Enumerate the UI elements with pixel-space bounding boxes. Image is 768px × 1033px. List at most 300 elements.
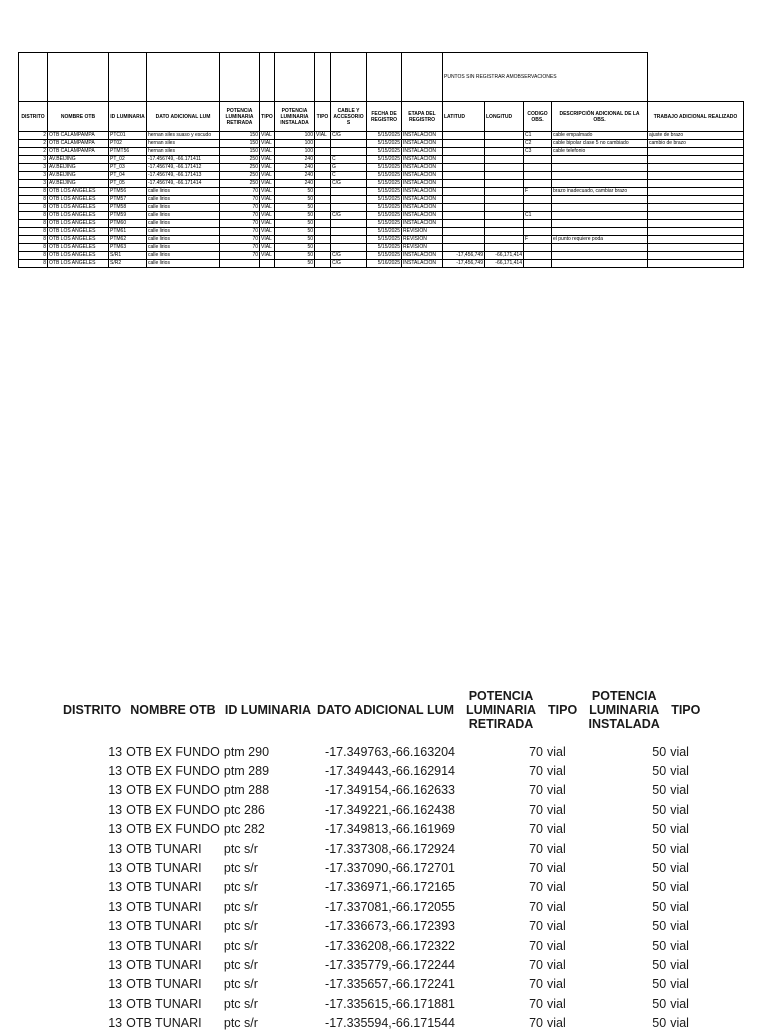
sheet-cell: VIAL: [260, 164, 275, 172]
sheet-cell: calle lirios: [147, 252, 220, 260]
sheet-cell: 8: [19, 236, 48, 244]
detail-cell: -17.349221,-66.162438: [325, 802, 456, 817]
sheet-cell: calle lirios: [147, 196, 220, 204]
sheet-cell: [485, 188, 524, 196]
sheet-cell: VIAL: [260, 212, 275, 220]
sheet-cell: PTM63: [109, 244, 147, 252]
sheet-cell: [648, 244, 744, 252]
sheet-cell: 5/15/2025: [367, 132, 402, 140]
sheet-cell: OTB LOS ANGELES: [48, 236, 109, 244]
sheet-cell: [485, 244, 524, 252]
sheet-header-cell: ID LUMINARIA: [109, 102, 147, 132]
detail-cell: vial: [670, 899, 689, 914]
detail-cell: 70: [529, 880, 544, 895]
sheet-cell: [648, 252, 744, 260]
sheet-cell: AV.BEIJING: [48, 164, 109, 172]
sheet-cell: calle lirios: [147, 244, 220, 252]
sheet-cell: PT_05: [109, 180, 147, 188]
sheet-cell: hernan siles: [147, 148, 220, 156]
sheet-cell: OTB LOS ANGELES: [48, 252, 109, 260]
sheet-cell: INSTALACION: [402, 196, 443, 204]
sheet-cell: OTB CALAMPAMPA: [48, 132, 109, 140]
detail-cell: 50: [652, 841, 667, 856]
sheet-cell: 250: [220, 156, 260, 164]
detail-row: [60, 858, 703, 877]
detail-cell: ptc s/r: [223, 977, 258, 992]
sheet-cell: [648, 204, 744, 212]
sheet-cell: [443, 132, 485, 140]
sheet-cell: 8: [19, 212, 48, 220]
detail-cell: -17.336208,-66.172322: [325, 938, 456, 953]
sheet-cell: VIAL: [260, 252, 275, 260]
sheet-cell: VIAL: [260, 220, 275, 228]
sheet-cell: 5/15/2025: [367, 236, 402, 244]
sheet-row: [19, 156, 744, 164]
sheet-cell: [331, 196, 367, 204]
detail-cell: 70: [529, 744, 544, 759]
sheet-column-headers: [19, 102, 744, 132]
detail-cell: 70: [529, 861, 544, 876]
sheet-cell: [260, 260, 275, 268]
detail-cell: 50: [652, 919, 667, 934]
sheet-row: [19, 220, 744, 228]
detail-cell: OTB EX FUNDO: [126, 764, 220, 779]
detail-cell: vial: [670, 802, 689, 817]
detail-cell: 70: [529, 938, 544, 953]
sheet-cell: [331, 228, 367, 236]
sheet-cell: OTB LOS ANGELES: [48, 188, 109, 196]
sheet-cell: [648, 236, 744, 244]
detail-cell: vial: [547, 861, 566, 876]
detail-cell: vial: [547, 880, 566, 895]
detail-cell: 70: [529, 764, 544, 779]
sheet-cell: PTM59: [109, 212, 147, 220]
sheet-cell: 70: [220, 220, 260, 228]
sheet-cell: [552, 260, 648, 268]
detail-cell: vial: [547, 977, 566, 992]
sheet-cell: C/G: [331, 212, 367, 220]
sheet-cell: [485, 156, 524, 164]
sheet-cell: [220, 260, 260, 268]
sheet-cell: VIAL: [260, 148, 275, 156]
sheet-cell: 70: [220, 212, 260, 220]
sheet-cell: REVISION: [402, 228, 443, 236]
sheet-cell: VIAL: [260, 172, 275, 180]
detail-cell: vial: [670, 957, 689, 972]
sheet-cell: 70: [220, 244, 260, 252]
sheet-row: [19, 180, 744, 188]
detail-cell: vial: [547, 802, 566, 817]
sheet-cell: [331, 140, 367, 148]
sheet-cell: [552, 164, 648, 172]
sheet-cell: [443, 156, 485, 164]
detail-cell: vial: [547, 764, 566, 779]
detail-cell: 70: [529, 977, 544, 992]
detail-cell: 50: [652, 861, 667, 876]
detail-cell: vial: [547, 783, 566, 798]
sheet-cell: 5/15/2025: [367, 164, 402, 172]
detail-cell: 50: [652, 996, 667, 1011]
sheet-cell: 250: [220, 164, 260, 172]
sheet-cell: cable bipolar clase 5 no cambiado: [552, 140, 648, 148]
sheet-cell: calle lirios: [147, 260, 220, 268]
detail-cell: 50: [652, 880, 667, 895]
detail-cell: OTB TUNARI: [126, 841, 202, 856]
sheet-cell: 70: [220, 228, 260, 236]
sheet-cell: [485, 196, 524, 204]
sheet-cell: 240: [275, 180, 315, 188]
sheet-cell: 150: [220, 148, 260, 156]
sheet-cell: 8: [19, 196, 48, 204]
sheet-cell: 5/15/2025: [367, 188, 402, 196]
sheet-cell: OTB LOS ANGELES: [48, 244, 109, 252]
sheet-cell: [552, 212, 648, 220]
detail-cell: 70: [529, 919, 544, 934]
sheet-row: [19, 132, 744, 140]
detail-cell: 50: [652, 744, 667, 759]
sheet-cell: OTB LOS ANGELES: [48, 220, 109, 228]
sheet-cell: calle lirios: [147, 188, 220, 196]
sheet-cell: 8: [19, 252, 48, 260]
sheet-cell: OTB CALAMPAMPA: [48, 140, 109, 148]
detail-cell: 70: [529, 957, 544, 972]
sheet-cell: hernan siles: [147, 140, 220, 148]
sheet-cell: [552, 228, 648, 236]
detail-cell: 13: [108, 977, 123, 992]
detail-cell: OTB TUNARI: [126, 957, 202, 972]
detail-cell: OTB EX FUNDO: [126, 822, 220, 837]
detail-cell: 50: [652, 977, 667, 992]
sheet-cell: [485, 140, 524, 148]
sheet-cell: PTM58: [109, 204, 147, 212]
sheet-cell: -17.456749, -66.171411: [147, 156, 220, 164]
detail-cell: vial: [547, 957, 566, 972]
sheet-cell: -17,456,749: [443, 260, 485, 268]
sheet-cell: 5/15/2025: [367, 244, 402, 252]
sheet-cell: [443, 236, 485, 244]
detail-cell: OTB TUNARI: [126, 899, 202, 914]
detail-cell: -17.337308,-66.172924: [325, 841, 456, 856]
sheet-cell: [648, 196, 744, 204]
sheet-row: [19, 236, 744, 244]
sheet-cell: [485, 132, 524, 140]
detail-cell: ptc 286: [223, 802, 265, 817]
detail-cell: -17.335615,-66.171881: [325, 996, 456, 1011]
detail-cell: ptc s/r: [223, 919, 258, 934]
sheet-cell: C/G: [331, 260, 367, 268]
sheet-row: [19, 196, 744, 204]
sheet-cell: [331, 204, 367, 212]
sheet-cell: 5/15/2025: [367, 204, 402, 212]
detail-cell: vial: [547, 1016, 566, 1031]
sheet-cell: 70: [220, 236, 260, 244]
sheet-cell: 5/15/2025: [367, 140, 402, 148]
detail-cell: -17.336971,-66.172165: [325, 880, 456, 895]
sheet-cell: [485, 148, 524, 156]
sheet-cell: calle lirios: [147, 212, 220, 220]
sheet-cell: PT_03: [109, 164, 147, 172]
sheet-header-cell: LATITUD: [443, 102, 485, 132]
detail-cell: 50: [652, 899, 667, 914]
sheet-cell: 2: [19, 132, 48, 140]
sheet-cell: 70: [220, 204, 260, 212]
sheet-header-cell: DISTRITO: [19, 102, 48, 132]
sheet-cell: PTM61: [109, 228, 147, 236]
detail-cell: vial: [547, 841, 566, 856]
sheet-cell: INSTALACION: [402, 132, 443, 140]
sheet-header-cell: NOMBRE OTB: [48, 102, 109, 132]
detail-cell: 70: [529, 1016, 544, 1031]
sheet-cell: [648, 180, 744, 188]
sheet-body: [19, 132, 744, 268]
detail-cell: 13: [108, 919, 123, 934]
sheet-cell: OTB LOS ANGELES: [48, 212, 109, 220]
sheet-row: [19, 204, 744, 212]
sheet-cell: [443, 180, 485, 188]
sheet-cell: INSTALACION: [402, 156, 443, 164]
sheet-cell: [315, 204, 331, 212]
detail-cell: vial: [547, 899, 566, 914]
detail-cell: -17.349154,-66.162633: [325, 783, 456, 798]
sheet-cell: PTC01: [109, 132, 147, 140]
detail-header-cell: TIPO: [671, 703, 701, 717]
sheet-cell: 5/15/2025: [367, 156, 402, 164]
sheet-cell: [485, 204, 524, 212]
sheet-cell: [552, 180, 648, 188]
detail-cell: vial: [547, 996, 566, 1011]
detail-cell: 13: [108, 822, 123, 837]
detail-cell: 50: [652, 802, 667, 817]
sheet-cell: PT_02: [109, 156, 147, 164]
sheet-cell: VIAL: [260, 196, 275, 204]
sheet-cell: AV.BEIJING: [48, 172, 109, 180]
sheet-cell: calle lirios: [147, 228, 220, 236]
sheet-cell: 8: [19, 188, 48, 196]
sheet-cell: [485, 164, 524, 172]
sheet-cell: PTMT56: [109, 148, 147, 156]
detail-header-cell: DATO ADICIONAL LUM: [316, 703, 455, 717]
sheet-header-cell: LONGITUD: [485, 102, 524, 132]
sheet-cell: INSTALACION: [402, 172, 443, 180]
sheet-cell: [648, 220, 744, 228]
sheet-cell: calle lirios: [147, 204, 220, 212]
sheet-cell: 50: [275, 212, 315, 220]
detail-cell: OTB TUNARI: [126, 938, 202, 953]
detail-row: [60, 878, 703, 897]
sheet-cell: PTM56: [109, 188, 147, 196]
sheet-row: [19, 148, 744, 156]
sheet-cell: 50: [275, 252, 315, 260]
sheet-cell: INSTALACION: [402, 212, 443, 220]
detail-cell: 13: [108, 802, 123, 817]
detail-header-cell: POTENCIA LUMINARIA RETIRADA: [465, 689, 537, 731]
detail-cell: vial: [670, 919, 689, 934]
sheet-row: [19, 164, 744, 172]
sheet-cell: 8: [19, 228, 48, 236]
sheet-cell: REVISION: [402, 236, 443, 244]
sheet-cell: VIAL: [260, 132, 275, 140]
sheet-cell: calle lirios: [147, 236, 220, 244]
sheet-cell: [524, 196, 552, 204]
sheet-cell: 150: [220, 140, 260, 148]
sheet-cell: [648, 148, 744, 156]
detail-cell: 13: [108, 861, 123, 876]
sheet-cell: PT_04: [109, 172, 147, 180]
sheet-cell: 3: [19, 164, 48, 172]
detail-cell: vial: [670, 841, 689, 856]
sheet-cell: INSTALACION: [402, 180, 443, 188]
sheet-cell: 70: [220, 188, 260, 196]
sheet-cell: C/G: [331, 180, 367, 188]
sheet-cell: [443, 196, 485, 204]
sheet-cell: [524, 228, 552, 236]
detail-cell: OTB TUNARI: [126, 919, 202, 934]
detail-cell: 13: [108, 783, 123, 798]
sheet-cell: [648, 156, 744, 164]
sheet-cell: [443, 148, 485, 156]
sheet-cell: C3: [524, 148, 552, 156]
detail-cell: ptc s/r: [223, 899, 258, 914]
detail-header-cell: POTENCIA LUMINARIA INSTALADA: [588, 689, 660, 731]
sheet-cell: 5/15/2025: [367, 172, 402, 180]
sheet-cell: [648, 228, 744, 236]
detail-header-cell: DISTRITO: [63, 703, 122, 717]
sheet-header-cell: ETAPA DEL REGISTRO: [402, 102, 443, 132]
detail-header-cell: TIPO: [548, 703, 578, 717]
detail-cell: vial: [547, 919, 566, 934]
detail-cell: 50: [652, 957, 667, 972]
sheet-row: [19, 260, 744, 268]
sheet-cell: G: [331, 164, 367, 172]
sheet-cell: 50: [275, 188, 315, 196]
sheet-cell: 3: [19, 172, 48, 180]
sheet-cell: AV.BEIJING: [48, 156, 109, 164]
sheet-cell: 5/15/2025: [367, 148, 402, 156]
sheet-cell: [648, 260, 744, 268]
sheet-cell: 50: [275, 260, 315, 268]
detail-cell: -17.335594,-66.171544: [325, 1016, 456, 1031]
detail-cell: ptc s/r: [223, 957, 258, 972]
sheet-row: [19, 172, 744, 180]
sheet-cell: [648, 212, 744, 220]
sheet-cell: 2: [19, 140, 48, 148]
sheet-cell: [315, 228, 331, 236]
sheet-header-cell: TRABAJO ADICIONAL REALIZADO: [648, 102, 744, 132]
sheet-row: [19, 244, 744, 252]
luminaria-register-sheet: [18, 52, 744, 268]
detail-row: [60, 781, 703, 800]
sheet-header-cell: TIPO: [315, 102, 331, 132]
sheet-cell: 8: [19, 204, 48, 212]
sheet-cell: 50: [275, 244, 315, 252]
sheet-cell: PTM60: [109, 220, 147, 228]
sheet-cell: [443, 164, 485, 172]
sheet-cell: 5/15/2025: [367, 228, 402, 236]
sheet-header-cell: CABLE Y ACCESORIO S: [331, 102, 367, 132]
detail-cell: vial: [547, 822, 566, 837]
detail-cell: 13: [108, 764, 123, 779]
detail-cell: OTB EX FUNDO: [126, 802, 220, 817]
sheet-cell: 3: [19, 180, 48, 188]
detail-cell: -17.337090,-66.172701: [325, 861, 456, 876]
sheet-cell: [315, 164, 331, 172]
detail-row: [60, 839, 703, 858]
sheet-cell: el punto requiere poda: [552, 236, 648, 244]
detail-cell: vial: [670, 880, 689, 895]
luminaria-detail-table: [60, 688, 703, 1033]
detail-cell: vial: [670, 938, 689, 953]
sheet-cell: cable telefonio: [552, 148, 648, 156]
sheet-cell: [315, 156, 331, 164]
sheet-cell: [552, 196, 648, 204]
detail-cell: vial: [670, 977, 689, 992]
detail-row: [60, 761, 703, 780]
detail-cell: 70: [529, 783, 544, 798]
sheet-cell: OTB CALAMPAMPA: [48, 148, 109, 156]
detail-row: [60, 936, 703, 955]
sheet-cell: -17.456749, -66.171413: [147, 172, 220, 180]
sheet-cell: F: [524, 188, 552, 196]
detail-cell: 70: [529, 841, 544, 856]
sheet-cell: [524, 172, 552, 180]
sheet-cell: 8: [19, 244, 48, 252]
sheet-cell: C1: [524, 132, 552, 140]
sheet-cell: [524, 204, 552, 212]
sheet-cell: VIAL: [260, 228, 275, 236]
detail-cell: 13: [108, 841, 123, 856]
sheet-cell: [443, 212, 485, 220]
sheet-cell: VIAL: [260, 156, 275, 164]
detail-cell: vial: [670, 861, 689, 876]
detail-cell: vial: [670, 822, 689, 837]
detail-cell: -17.335657,-66.172241: [325, 977, 456, 992]
detail-column-headers: [60, 688, 703, 732]
sheet-cell: [315, 252, 331, 260]
detail-cell: ptm 290: [223, 744, 270, 759]
sheet-row: [19, 212, 744, 220]
sheet-cell: 50: [275, 220, 315, 228]
sheet-cell: brazo inadecuado, cambiar brazo: [552, 188, 648, 196]
detail-row: [60, 820, 703, 839]
sheet-cell: OTB LOS ANGELES: [48, 204, 109, 212]
sheet-row: [19, 252, 744, 260]
detail-header-cell: NOMBRE OTB: [130, 703, 216, 717]
sheet-cell: PTM57: [109, 196, 147, 204]
sheet-cell: 8: [19, 220, 48, 228]
detail-cell: ptm 288: [223, 783, 270, 798]
sheet-cell: OTB LOS ANGELES: [48, 196, 109, 204]
sheet-cell: 50: [275, 228, 315, 236]
sheet-cell: INSTALACION: [402, 204, 443, 212]
detail-cell: ptc s/r: [223, 880, 258, 895]
detail-cell: OTB EX FUNDO: [126, 744, 220, 759]
sheet-cell: 5/15/2025: [367, 220, 402, 228]
sheet-cell: PT02: [109, 140, 147, 148]
detail-cell: 13: [108, 957, 123, 972]
detail-cell: 50: [652, 783, 667, 798]
sheet-cell: 5/16/2025: [367, 260, 402, 268]
detail-row: [60, 1013, 703, 1032]
sheet-cell: [443, 140, 485, 148]
sheet-cell: [552, 204, 648, 212]
sheet-cell: cambio de brazo: [648, 140, 744, 148]
sheet-cell: INSTALACION: [402, 188, 443, 196]
sheet-cell: C/G: [331, 252, 367, 260]
sheet-header-cell: POTENCIA LUMINARIA INSTALADA: [275, 102, 315, 132]
sheet-cell: [331, 244, 367, 252]
sheet-cell: C: [331, 156, 367, 164]
sheet-cell: AV.BEIJING: [48, 180, 109, 188]
